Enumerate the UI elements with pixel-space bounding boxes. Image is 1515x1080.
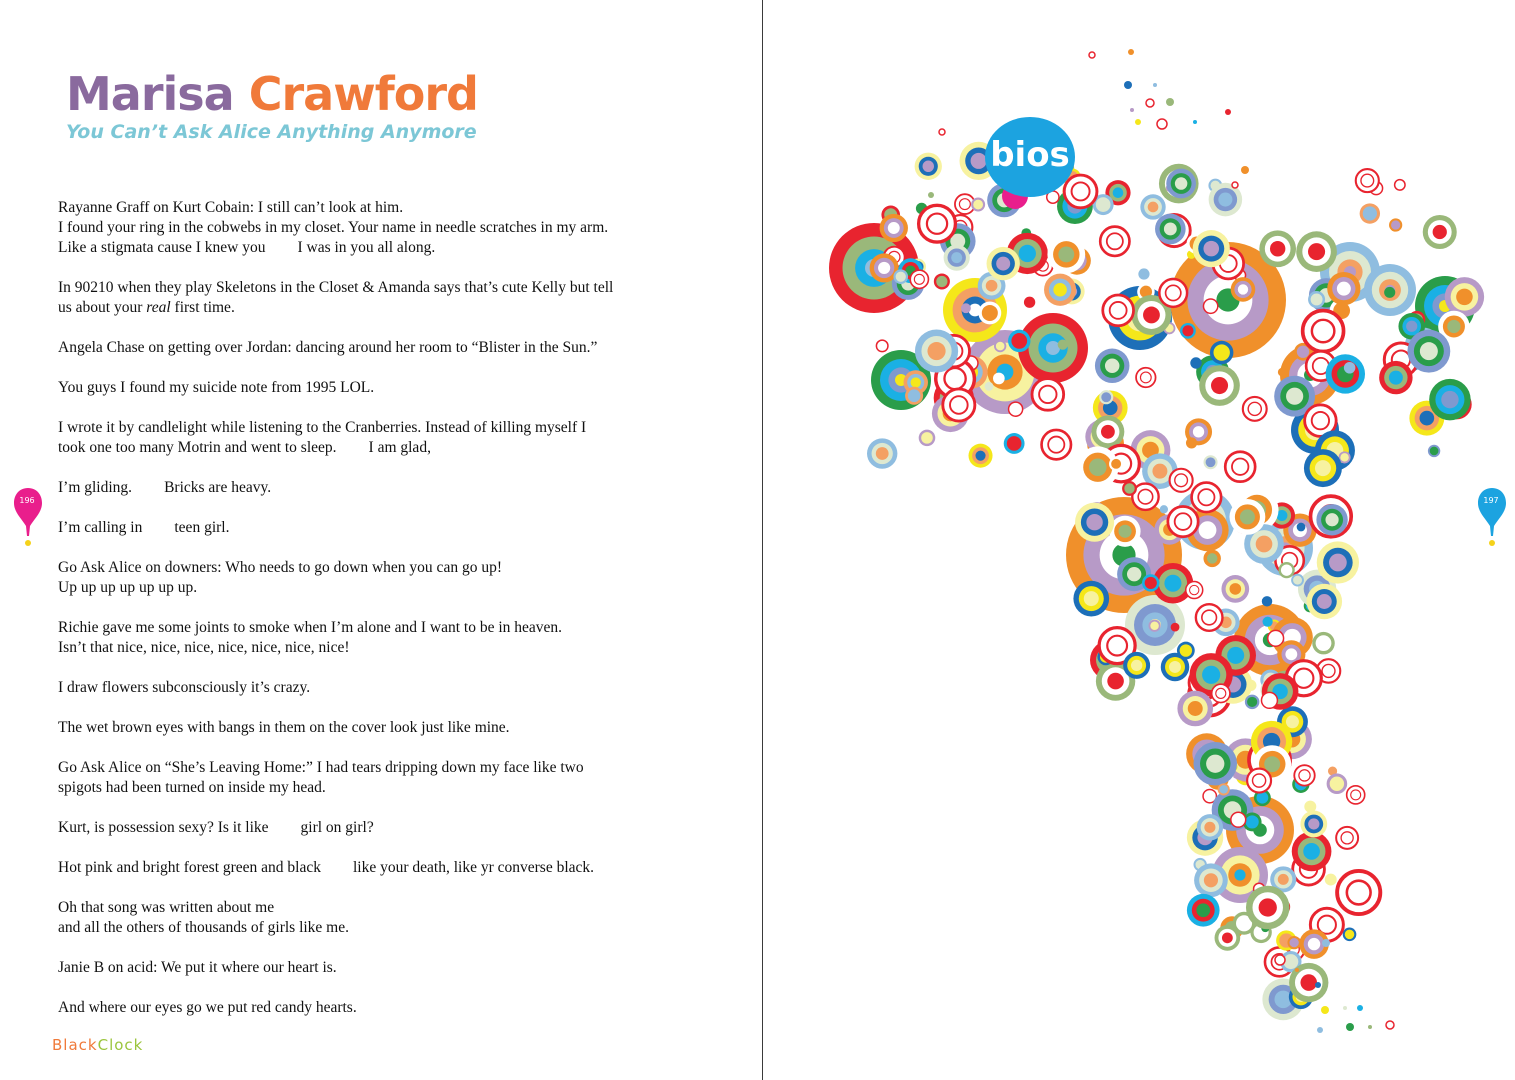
decorative-circle xyxy=(1218,193,1232,207)
decorative-circle xyxy=(1188,701,1203,716)
decorative-circle xyxy=(1345,930,1355,940)
decorative-circle xyxy=(1007,436,1022,451)
decorative-circle xyxy=(1207,553,1217,563)
decorative-circle xyxy=(1420,411,1435,426)
decorative-circle xyxy=(1128,49,1134,55)
decorative-circle xyxy=(1127,567,1141,581)
decorative-circle xyxy=(1212,684,1230,702)
decorative-circle xyxy=(1321,1006,1329,1014)
decorative-circle xyxy=(1297,346,1309,358)
poem-line-text: I’m calling in xyxy=(58,519,143,536)
decorative-circle xyxy=(1152,464,1167,479)
decorative-circle xyxy=(1150,621,1159,630)
decorative-circle xyxy=(1196,604,1223,631)
decorative-circle xyxy=(1203,299,1217,313)
decorative-circle xyxy=(973,200,983,210)
decorative-circle xyxy=(1317,1027,1323,1033)
decorative-circle xyxy=(1343,1006,1347,1010)
decorative-circle xyxy=(986,280,998,292)
decorative-circle xyxy=(1143,307,1160,324)
decorative-circle xyxy=(996,257,1010,271)
poem-line-text: girl on girl? xyxy=(300,819,374,836)
decorative-circle xyxy=(1211,377,1228,394)
poem-line-text: Richie gave me some joints to smoke when I’m alone and I want to be in heaven. xyxy=(58,619,563,636)
decorative-circle xyxy=(1084,591,1099,606)
poem-line-text: I’m gliding. xyxy=(58,479,133,496)
decorative-circle xyxy=(1089,459,1107,477)
poem-line-text: I found your ring in the cobwebs in my closet. Your name in needle scratches in my arm. xyxy=(58,219,609,236)
poem-line-text: Janie B on acid: We put it where our heart is. xyxy=(58,959,337,976)
poem-line-text: You guys I found my suicide note from 1995 LOL. xyxy=(58,379,375,396)
decorative-circle xyxy=(1315,460,1331,476)
poem-line-text: Kurt, is possession sexy? Is it like xyxy=(58,819,269,836)
decorative-circle xyxy=(928,192,934,198)
brand-part2: Clock xyxy=(97,1036,144,1054)
decorative-circle xyxy=(1300,974,1317,991)
decorative-circle xyxy=(1289,938,1298,947)
decorative-circle xyxy=(1347,786,1365,804)
decorative-circle xyxy=(1315,982,1321,988)
decorative-circle xyxy=(1169,661,1181,673)
decorative-circle xyxy=(1153,83,1157,87)
decorative-circle xyxy=(1447,320,1460,333)
decorative-circle xyxy=(1247,769,1271,793)
decorative-circle xyxy=(1246,815,1259,828)
decorative-circle xyxy=(1368,1025,1372,1029)
decorative-circle xyxy=(1259,898,1277,916)
decorative-circle xyxy=(1213,344,1229,360)
decorative-circle xyxy=(1406,321,1417,332)
decorative-circle xyxy=(1100,227,1129,256)
decorative-circle xyxy=(927,342,945,360)
decorative-circle xyxy=(1308,818,1319,829)
decorative-circle xyxy=(1357,1005,1363,1011)
poem-line-text: Go Ask Alice on downers: Who needs to go down when you can go up! xyxy=(58,559,502,576)
decorative-circle xyxy=(1308,938,1320,950)
decorative-circle xyxy=(1186,582,1203,599)
decorative-circle xyxy=(1285,648,1297,660)
decorative-circle xyxy=(1293,576,1302,585)
decorative-circle xyxy=(1363,206,1377,220)
decorative-circle xyxy=(1256,536,1273,553)
decorative-circle xyxy=(876,340,888,352)
decorative-circle xyxy=(1058,246,1074,262)
poem-line-text: And where our eyes go we put red candy hearts. xyxy=(58,999,357,1016)
decorative-circle xyxy=(1231,812,1246,827)
decorative-circle xyxy=(1278,368,1286,376)
decorative-circle xyxy=(1344,362,1356,374)
decorative-circle xyxy=(1238,284,1248,294)
decorative-circle xyxy=(985,382,994,391)
poem-line-text: spigots had been turned on inside my head. xyxy=(58,779,326,796)
page-number-left: 196 xyxy=(19,496,35,505)
poem-line-text: first time. xyxy=(170,299,235,316)
decorative-circle xyxy=(1019,245,1036,262)
decorative-circle xyxy=(1164,575,1181,592)
brand-part1: Black xyxy=(52,1036,98,1054)
decorative-circle xyxy=(1456,289,1473,306)
decorative-circle xyxy=(1286,388,1303,405)
decorative-circle xyxy=(1192,483,1222,513)
bios-bubble xyxy=(985,117,1075,197)
decorative-circle xyxy=(1243,397,1267,421)
poem-line-text: like your death, like yr converse black. xyxy=(353,859,595,876)
page-number-right: 197 xyxy=(1483,496,1499,505)
decorative-circle xyxy=(1294,765,1314,785)
poem-line-text: I draw flowers subconsciously it’s crazy. xyxy=(58,679,311,696)
poem-line-text: The wet brown eyes with bangs in them on the cover look just like mine. xyxy=(58,719,510,736)
decorative-circle xyxy=(1286,715,1299,728)
decorative-circle xyxy=(982,305,998,321)
decorative-circle xyxy=(1340,453,1348,461)
decorative-circle xyxy=(1138,268,1149,279)
decorative-circle xyxy=(1136,368,1156,388)
decorative-circle xyxy=(1316,635,1332,651)
poem-line-text: I was in you all along. xyxy=(297,239,436,256)
decorative-circle xyxy=(1032,379,1064,411)
decorative-circle xyxy=(1240,509,1255,524)
decorative-circle xyxy=(1329,554,1347,572)
poem-line-text: I wrote it by candlelight while listening to the Cranberries. Instead of killing myself I xyxy=(58,419,587,436)
decorative-circle xyxy=(1337,871,1380,914)
decorative-circle xyxy=(1111,459,1121,469)
decorative-circle xyxy=(1146,99,1154,107)
decorative-circle xyxy=(1263,617,1273,627)
decorative-circle xyxy=(951,252,962,263)
poem-line-text: and all the others of thousands of girls like me. xyxy=(58,919,349,936)
decorative-circle xyxy=(1325,513,1338,526)
decorative-circle xyxy=(1283,954,1298,969)
author-last-name: Crawford xyxy=(248,67,478,121)
decorative-circle xyxy=(1297,523,1306,532)
decorative-circle xyxy=(1356,169,1379,192)
decorative-circle xyxy=(1336,827,1358,849)
decorative-circle xyxy=(1130,108,1134,112)
poem-title: You Can’t Ask Alice Anything Anymore xyxy=(66,121,477,143)
decorative-circle xyxy=(1180,644,1192,656)
decorative-circle xyxy=(1395,180,1405,190)
decorative-circle xyxy=(1168,506,1198,536)
poem-line-text: teen girl. xyxy=(174,519,230,536)
decorative-circle xyxy=(1225,109,1231,115)
decorative-circle xyxy=(1264,756,1280,772)
decorative-circle xyxy=(1384,287,1395,298)
decorative-circle xyxy=(943,389,975,421)
decorative-circle xyxy=(1204,873,1218,887)
decorative-circle xyxy=(1170,469,1193,492)
decorative-circle xyxy=(1101,425,1115,439)
decorative-circle xyxy=(1391,220,1400,229)
poem-line-text: In 90210 when they play Skeletons in the Closet & Amanda says that’s cute Kelly but tell xyxy=(58,279,614,296)
decorative-circle xyxy=(1219,785,1228,794)
decorative-circle xyxy=(1256,792,1268,804)
decorative-circle xyxy=(1386,1021,1394,1029)
decorative-circle xyxy=(896,272,906,282)
decorative-circle xyxy=(1322,939,1330,947)
poem-line-text: Rayanne Graff on Kurt Cobain: I still can’t look at him. xyxy=(58,199,404,216)
decorative-circle xyxy=(1175,177,1187,189)
decorative-circle xyxy=(1124,81,1132,89)
decorative-circle xyxy=(1222,932,1233,943)
decorative-circle xyxy=(1262,596,1272,606)
decorative-circle xyxy=(1225,452,1255,482)
decorative-circle xyxy=(919,205,956,242)
decorative-circle xyxy=(1430,447,1439,456)
decorative-circle xyxy=(1124,483,1134,493)
author-first-name: Marisa xyxy=(66,67,234,121)
decorative-circle xyxy=(1234,869,1245,880)
decorative-circle xyxy=(1135,119,1141,125)
decorative-circle xyxy=(1241,166,1249,174)
decorative-circle xyxy=(1441,391,1458,408)
decorative-circle xyxy=(876,447,889,460)
decorative-circle xyxy=(911,377,921,387)
decorative-circle xyxy=(1202,666,1220,684)
decorative-circle xyxy=(1064,175,1097,208)
decorative-circle xyxy=(1303,843,1320,860)
decorative-circle xyxy=(1193,426,1204,437)
decorative-circle xyxy=(1157,119,1167,129)
decorative-circle xyxy=(1227,647,1244,664)
decorative-circle xyxy=(1105,359,1120,374)
decorative-circle xyxy=(1113,187,1124,198)
decorative-circle xyxy=(1190,357,1201,368)
decorative-circle xyxy=(1089,52,1095,58)
decorative-circle xyxy=(993,373,1005,385)
decorative-circle xyxy=(939,129,945,135)
decorative-circle xyxy=(996,342,1005,351)
decorative-circle xyxy=(1164,223,1177,236)
decorative-circle xyxy=(1229,583,1241,595)
decorative-circle xyxy=(1281,564,1292,575)
decorative-circle xyxy=(1119,525,1132,538)
decorative-circle xyxy=(1247,697,1257,707)
poem-line-text: I am glad, xyxy=(368,439,431,456)
decorative-circle xyxy=(1303,311,1344,352)
decorative-circle xyxy=(1160,505,1168,513)
decorative-circle xyxy=(1042,430,1071,459)
decorative-circle xyxy=(1053,283,1066,296)
poem-line-text: Hot pink and bright forest green and black xyxy=(58,859,321,876)
decorative-circle xyxy=(1232,182,1238,188)
decorative-circle xyxy=(1145,577,1157,589)
decorative-circle xyxy=(1171,623,1180,632)
decorative-circle xyxy=(1325,874,1337,886)
bios-label: bios xyxy=(990,135,1070,175)
decorative-circle xyxy=(1206,457,1216,467)
decorative-circle xyxy=(1096,197,1111,212)
decorative-circle xyxy=(923,161,934,172)
decorative-circle xyxy=(1295,968,1299,972)
poem-line-text: Like a stigmata cause I knew you xyxy=(58,239,266,256)
poem-line-text: Oh that song was written about me xyxy=(58,899,275,916)
decorative-circle xyxy=(910,270,928,288)
decorative-circle xyxy=(888,222,900,234)
decorative-circle xyxy=(1330,777,1344,791)
decorative-circle xyxy=(1131,660,1142,671)
decorative-circle xyxy=(1346,1023,1354,1031)
decorative-circle xyxy=(908,389,921,402)
poem-line-text: took one too many Motrin and went to sleep. xyxy=(58,439,337,456)
decorative-circle xyxy=(1278,874,1289,885)
decorative-circle xyxy=(1268,630,1284,646)
decorative-circle xyxy=(1317,594,1332,609)
decorative-circle xyxy=(1103,295,1134,326)
decorative-circle xyxy=(1186,437,1197,448)
poem-line-text: Angela Chase on getting over Jordan: dancing around her room to “Blister in the Sun.” xyxy=(58,339,598,356)
decorative-circle xyxy=(1086,514,1102,530)
decorative-circle xyxy=(1193,120,1197,124)
decorative-circle xyxy=(1196,903,1210,917)
decorative-circle xyxy=(1199,521,1217,539)
decorative-circle xyxy=(1204,822,1215,833)
decorative-circle xyxy=(1159,279,1187,307)
decorative-circle xyxy=(878,262,890,274)
decorative-circle xyxy=(1166,98,1174,106)
decorative-circle xyxy=(1206,755,1224,773)
decorative-circle xyxy=(1058,340,1068,350)
poem-line-text: Up up up up up up up. xyxy=(58,579,198,596)
decorative-circle xyxy=(936,276,947,287)
decorative-circle xyxy=(1420,342,1438,360)
decorative-circle xyxy=(1101,392,1111,402)
decorative-circle xyxy=(1024,297,1035,308)
decorative-circle xyxy=(1337,282,1351,296)
decorative-circle xyxy=(1270,241,1285,256)
decorative-circle xyxy=(1203,241,1219,257)
decorative-circle xyxy=(1261,692,1277,708)
decorative-circle xyxy=(975,451,985,461)
decorative-circle xyxy=(1433,225,1447,239)
poem-line-text: us about your xyxy=(58,299,147,316)
decorative-circle xyxy=(1182,325,1193,336)
decorative-circle xyxy=(1275,955,1285,965)
poem-line-text: Go Ask Alice on “She’s Leaving Home:” I had tears dripping down my face like two xyxy=(58,759,584,776)
decorative-circle xyxy=(1148,202,1159,213)
poem-line-text: Bricks are heavy. xyxy=(164,479,272,496)
decorative-circle xyxy=(1308,243,1325,260)
decorative-circle xyxy=(1389,371,1403,385)
decorative-circle xyxy=(1107,673,1124,690)
decorative-circle xyxy=(1311,294,1323,306)
decorative-circle xyxy=(1009,402,1023,416)
poem-line-text: real xyxy=(146,299,171,316)
decorative-circle xyxy=(961,303,971,313)
decorative-circle xyxy=(921,432,933,444)
poem-line-text: Isn’t that nice, nice, nice, nice, nice, nice, nice! xyxy=(58,639,350,656)
decorative-circle xyxy=(1011,333,1027,349)
